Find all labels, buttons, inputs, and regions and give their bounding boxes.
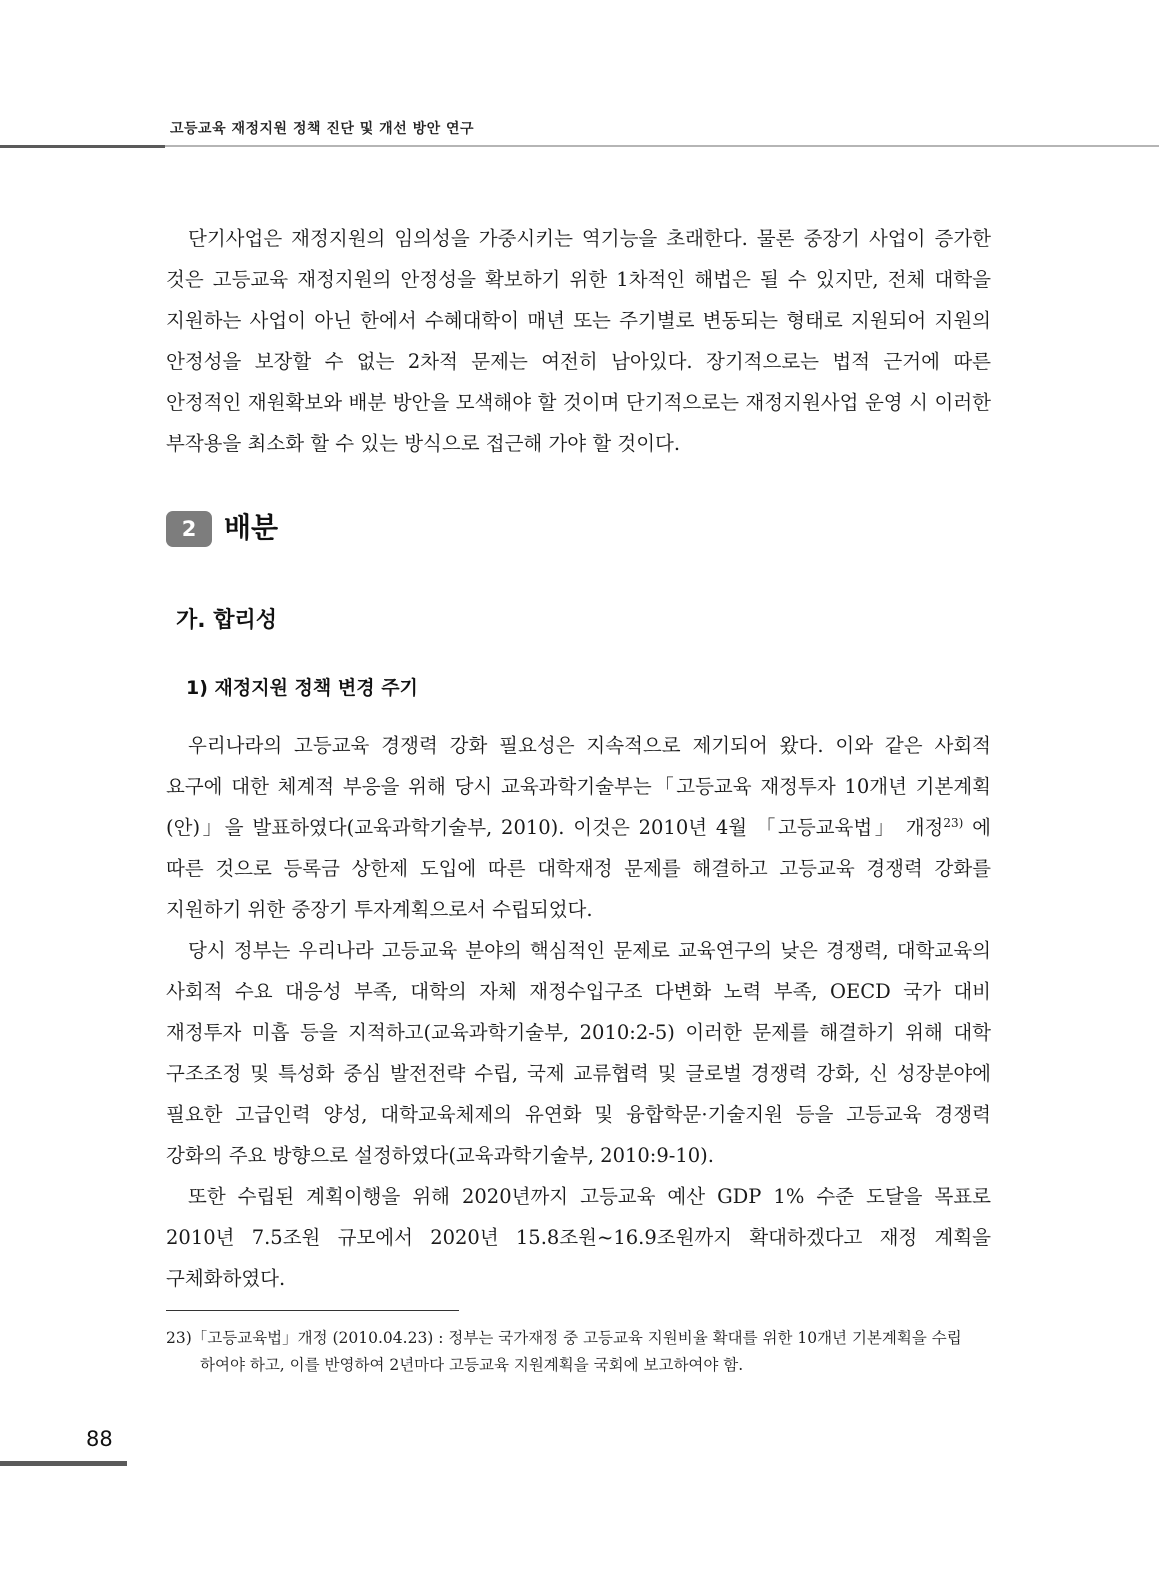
section-number-badge: 2 xyxy=(166,511,212,547)
body-block xyxy=(166,725,991,1299)
footnote xyxy=(166,1325,991,1379)
paragraph-text: 우리나라의 고등교육 경쟁력 강화 필요성은 지속적으로 제기되어 왔다. 이와 같은 사회적 요구에 대한 체계적 부응을 위해 당시 교육과학기술부는「고등교육 재정투자 10개년 기본계획(안)」을 발표하였다(교육과학기술부, 2010). 이것은 2010년 4월 「고등교육법」 개정 xyxy=(166,734,991,839)
footnote-line: 하여야 하고, 이를 반영하여 2년마다 고등교육 지원계획을 국회에 보고하여야 함. xyxy=(200,1356,744,1374)
body-paragraph-1 xyxy=(166,725,991,930)
header-rule xyxy=(165,145,1159,147)
footnote-reference[interactable]: 23) xyxy=(943,816,964,830)
subsubsection-title: 1) 재정지원 정책 변경 주기 xyxy=(186,677,418,699)
intro-paragraph: 단기사업은 재정지원의 임의성을 가중시키는 역기능을 초래한다. 물론 중장기 사업이 증가한 것은 고등교육 재정지원의 안정성을 확보하기 위한 1차적인 해법은 될 수 있지만, 전체 대학을 지원하는 사업이 아닌 한에서 수혜대학이 매년 또는 주기별로 변동되는 형태로 지원되어 지원의 안정성을 보장할 수 없는 2차적 문제는 여전히 남아있다. 장기적으로는 법적 근거에 따른 안정적인 재원확보와 배분 방안을 모색해야 할 것이며 단기적으로는 재정지원사업 운영 시 이러한 부작용을 최소화 할 수 있는 방식으로 접근해 가야 할 것이다. xyxy=(166,227,991,455)
paragraph-text: 에 따른 것으로 등록금 상한제 도입에 따른 대학재정 문제를 해결하고 고등교육 경쟁력 강화를 지원하기 위한 중장기 투자계획으로서 수립되었다. xyxy=(166,816,991,921)
footer-rule xyxy=(0,1461,127,1466)
subsection-title: 가. 합리성 xyxy=(176,608,278,633)
section-title: 배분 xyxy=(224,511,279,544)
footnote-divider xyxy=(166,1310,459,1311)
header-rule-accent xyxy=(0,145,165,148)
body-paragraph-2: 당시 정부는 우리나라 고등교육 분야의 핵심적인 문제로 교육연구의 낮은 경쟁력, 대학교육의 사회적 수요 대응성 부족, 대학의 자체 재정수입구조 다변화 노력 부족, OECD 국가 대비 재정투자 미흡 등을 지적하고(교육과학기술부, 2010:2-5) 이러한 문제를 해결하기 위해 대학 구조조정 및 특성화 중심 발전전략 수립, 국제 교류협력 및 글로벌 경쟁력 강화, 신 성장분야에 필요한 고급인력 양성, 대학교육체제의 유연화 및 융합학문·기술지원 등을 고등교육 경쟁력 강화의 주요 방향으로 설정하였다(교육과학기술부, 2010:9-10). xyxy=(166,939,991,1167)
running-header-title: 고등교육 재정지원 정책 진단 및 개선 방안 연구 xyxy=(170,121,475,137)
intro-block xyxy=(166,218,991,464)
body-paragraph-3: 또한 수립된 계획이행을 위해 2020년까지 고등교육 예산 GDP 1% 수준 도달을 목표로 2010년 7.5조원 규모에서 2020년 15.8조원~16.9조원까지 확대하겠다고 재정 계획을 구체화하였다. xyxy=(166,1185,991,1290)
page-number: 88 xyxy=(86,1427,113,1451)
footnote-line: 23)「고등교육법」개정 (2010.04.23) : 정부는 국가재정 중 고등교육 지원비율 확대를 위한 10개년 기본계획을 수립 xyxy=(166,1329,962,1347)
